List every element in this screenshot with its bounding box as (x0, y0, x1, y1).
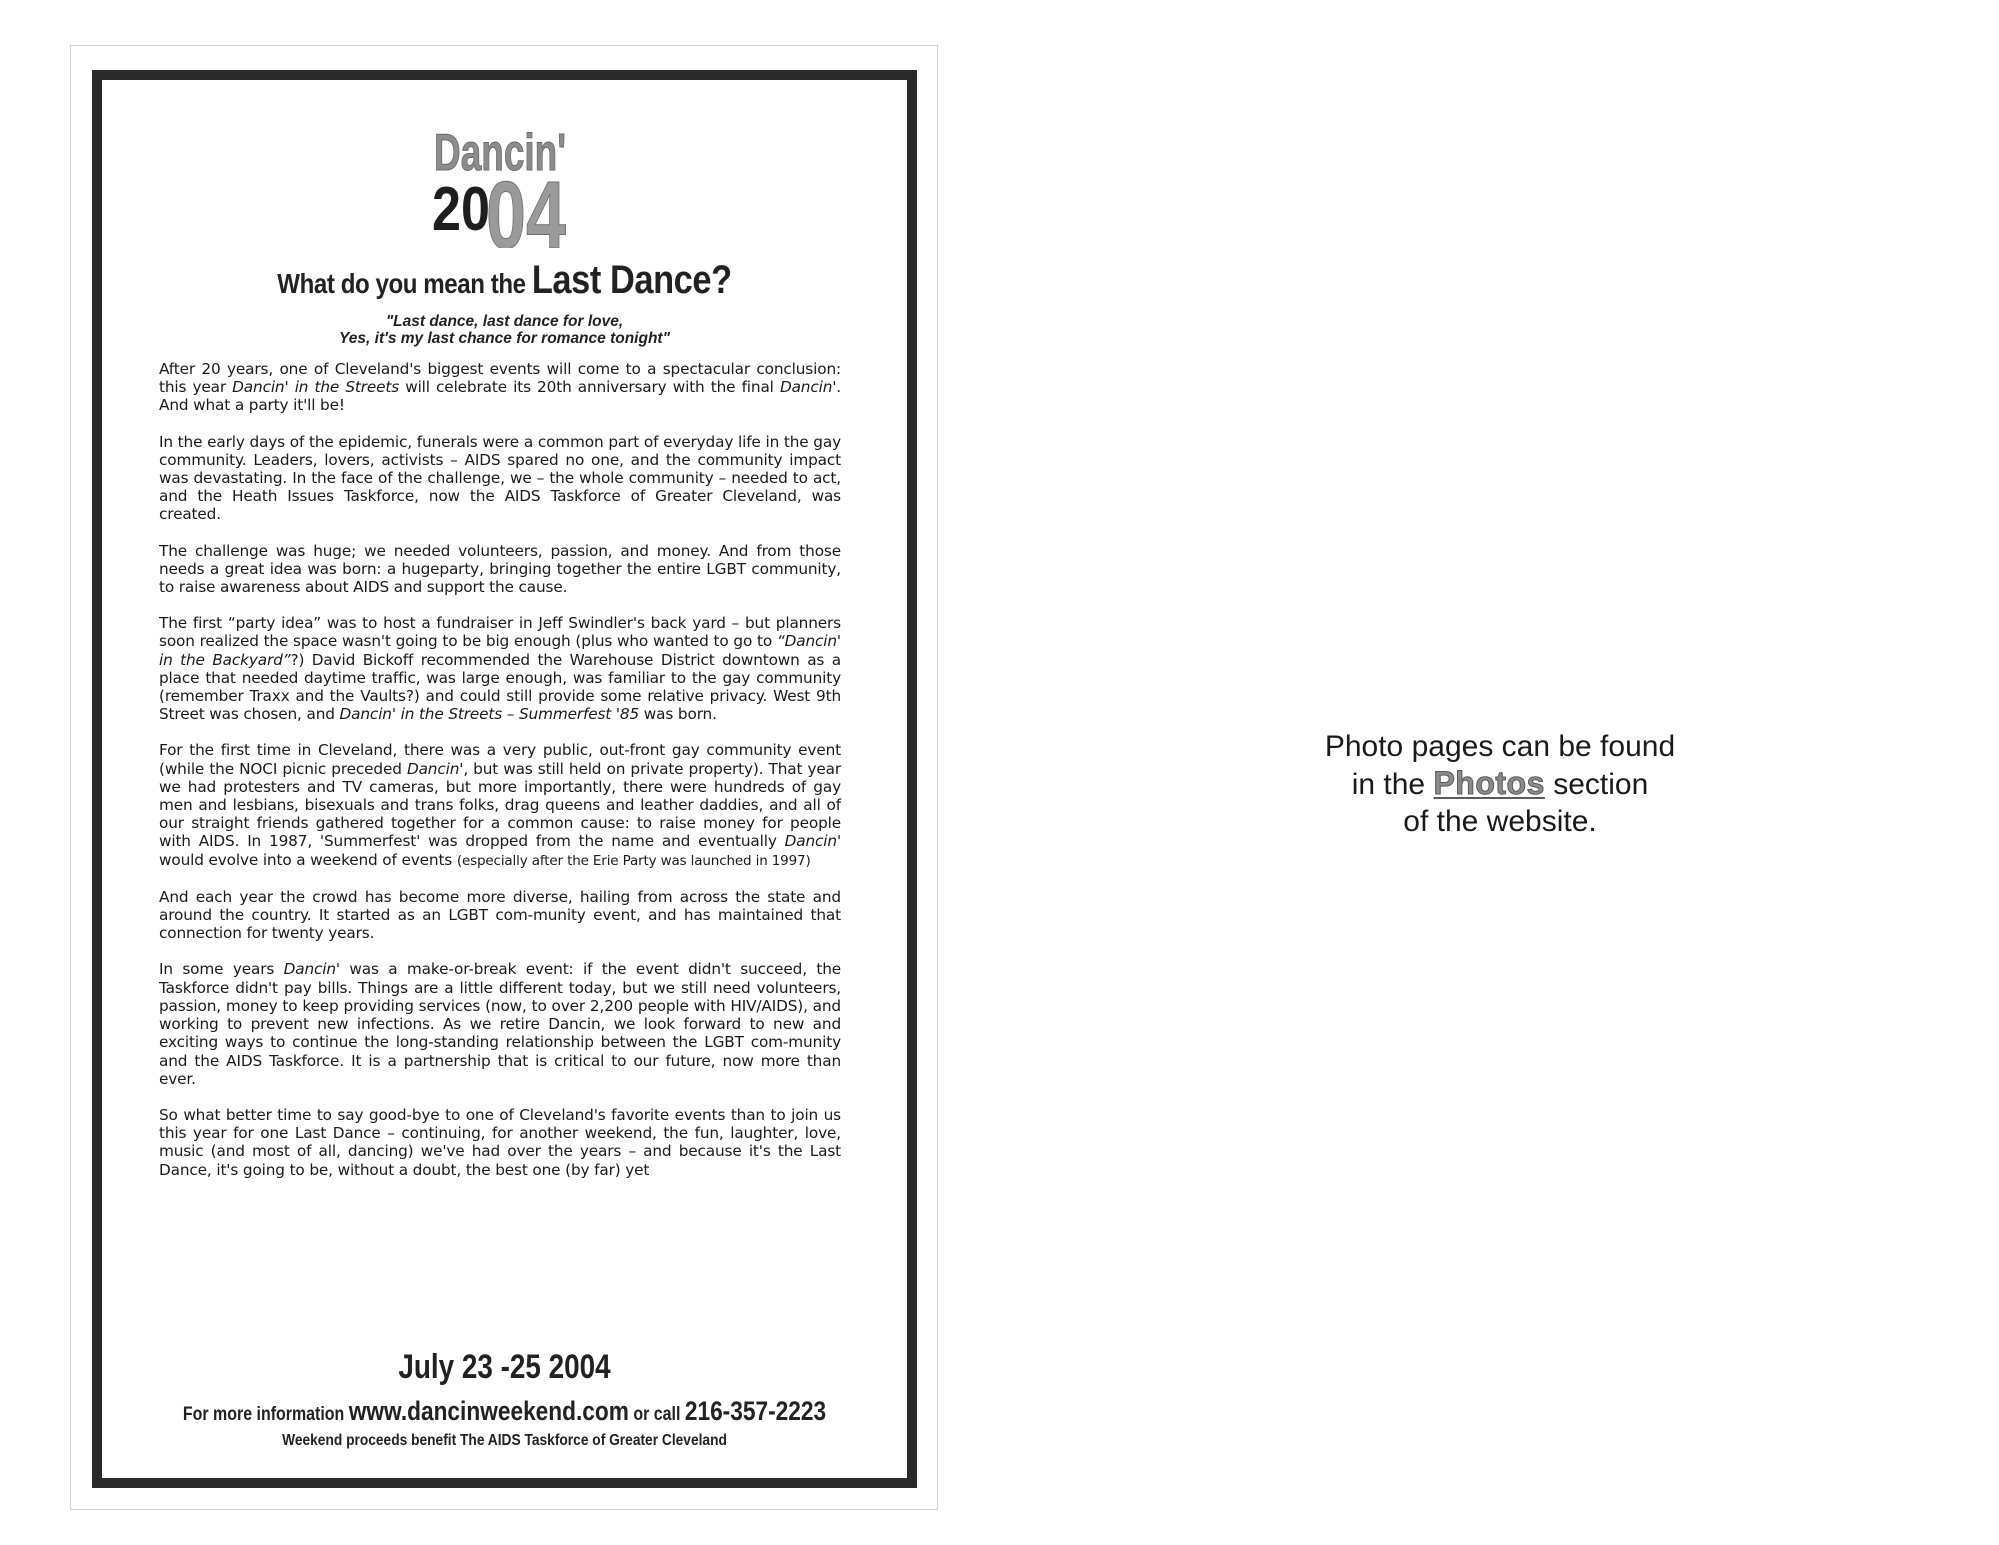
lyric-quote (102, 313, 907, 347)
note-line-1: Photo pages can be found (1324, 730, 1676, 763)
paragraph-5: For the first time in Cleveland, there was a very public, out-front gay community event (while the NOCI picnic preceded Dancin', but was still held on private property). That year we had protesters and TV cameras, but more importantly, there were hundreds of gay men and lesbians, bisexuals and trans folks, drag queens and leather daddies, and all of our straight friends gathered together for a common cause: to raise money for people with AIDS. In 1987, 'Summerfest' was dropped from the name and eventually Dancin' would evolve into a weekend of events (especially after the Erie Party was launched in 1997) (159, 741, 841, 869)
event-date: July 23 -25 2004 (398, 1348, 611, 1386)
info-label: For more information (182, 1404, 349, 1425)
photos-link[interactable]: Photos (1433, 765, 1545, 801)
flyer (92, 70, 917, 1488)
lyric-line-2: Yes, it's my last chance for romance tonight" (339, 330, 670, 347)
article-body (159, 360, 841, 1197)
logo-word: Dancin' (434, 124, 566, 182)
note-line-3: of the website. (1403, 805, 1597, 838)
headline-small: What do you mean the (277, 268, 532, 299)
logo-year-b: 04 (486, 162, 566, 248)
website-text: www.dancinweekend.com (348, 1396, 629, 1426)
lyric-line-1: "Last dance, last dance for love, (385, 313, 624, 330)
logo-year-a: 20 (432, 175, 490, 244)
benefit-line: Weekend proceeds benefit The AIDS Taskforce of Greater Cleveland (282, 1432, 727, 1449)
paragraph-6: And each year the crowd has become more diverse, hailing from across the state and around the country. It started as an LGBT com-munity event, and has maintained that connection for twenty years. (159, 887, 841, 943)
phone-number: 216-357-2223 (684, 1396, 827, 1426)
photo-pages-note (1250, 728, 1750, 840)
paragraph-7: In some years Dancin' was a make-or-break event: if the event didn't succeed, the Taskforce didn't pay bills. Things are a little different today, but we still need volunteers, passion, money to keep providing services (now, to over 2,200 people with HIV/AIDS), and working to prevent new infections. As we retire Dancin, we look forward to new and exciting ways to continue the long-standing relationship between the LGBT com-munity and the AIDS Taskforce. It is a partnership that is critical to our future, now more than ever. (159, 960, 841, 1088)
paragraph-4: The first “party idea” was to host a fundraiser in Jeff Swindler's back yard – but planners soon realized the space wasn't going to be big enough (plus who wanted to go to “Dancin' in the Backyard”?) David Bickoff recommended the Warehouse District downtown as a place that needed daytime traffic, was large enough, was familiar to the gay community (remember Traxx and the Vaults?) and could still provide some relative privacy. West 9th Street was chosen, and Dancin' in the Streets – Summerfest '85 was born. (159, 614, 841, 724)
dancin-2004-logo (432, 118, 612, 248)
call-label: or call (628, 1404, 685, 1425)
paragraph-2: In the early days of the epidemic, funerals were a common part of everyday life in the gay community. Leaders, lovers, activists – AIDS spared no one, and the community impact was devastating. In the face of the challenge, we – the whole community – needed to act, and the Heath Issues Taskforce, now the AIDS Taskforce of Greater Cleveland, was created. (159, 432, 841, 524)
contact-info (133, 1396, 876, 1427)
paragraph-1: After 20 years, one of Cleveland's biggest events will come to a spectacular conclusion: this year Dancin' in the Streets will celebrate its 20th anniversary with the final Dancin'. And what a party it'll be! (159, 360, 842, 415)
note-line-2: in the Photos section (1351, 765, 1649, 801)
headline-big: Last Dance? (531, 258, 732, 302)
paragraph-3: The challenge was huge; we needed volunteers, passion, and money. And from those needs a great idea was born: a hugeparty, bringing together the entire LGBT community, to raise awareness about AIDS and support the cause. (159, 541, 841, 597)
headline (158, 258, 850, 303)
paragraph-8: So what better time to say good-bye to one of Cleveland's favorite events than to join us this year for one Last Dance – continuing, for another weekend, the fun, laughter, love, music (and most of all, dancing) we've had over the years – and because it's the Last Dance, it's going to be, without a doubt, the best one (by far) yet (159, 1105, 841, 1179)
